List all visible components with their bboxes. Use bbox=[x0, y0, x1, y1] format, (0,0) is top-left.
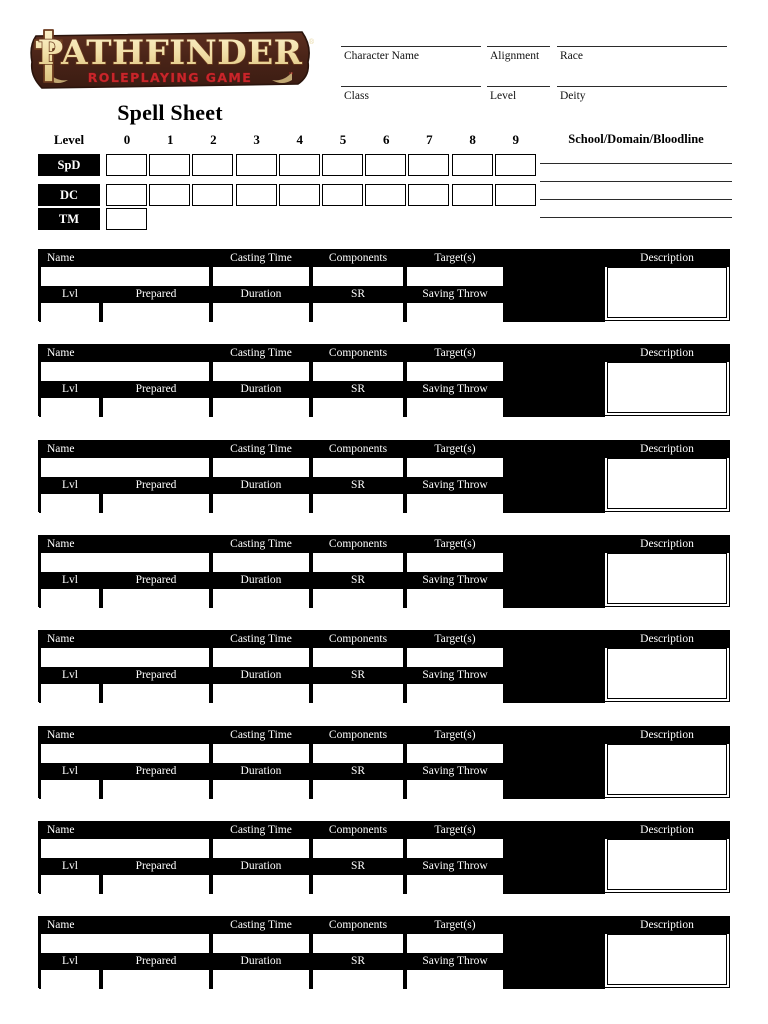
spell-grid-row-label-spd: SpD bbox=[38, 154, 100, 176]
spell-header-duration: Duration bbox=[240, 859, 282, 872]
spell-row1-input-0[interactable] bbox=[41, 553, 209, 572]
spell-description-input[interactable] bbox=[607, 553, 727, 604]
spell-row2-input-4[interactable] bbox=[407, 303, 503, 322]
spell-row2-input-2[interactable] bbox=[213, 780, 309, 799]
pathfinder-logo-art bbox=[20, 22, 320, 96]
spell-row1-input-0[interactable] bbox=[41, 839, 209, 858]
spell-row1-input-3[interactable] bbox=[407, 267, 503, 286]
spell-header-sr: SR bbox=[350, 669, 366, 682]
spell-grid-cell-spd-1[interactable] bbox=[149, 154, 190, 176]
spell-header-components: Components bbox=[328, 347, 388, 360]
spell-header-duration: Duration bbox=[240, 955, 282, 968]
spell-block-input-row bbox=[39, 875, 605, 894]
spell-header-saving-throw: Saving Throw bbox=[422, 955, 488, 968]
spell-header-saving-throw: Saving Throw bbox=[422, 288, 488, 300]
spell-block-header-row bbox=[39, 345, 605, 362]
spell-block-header-row bbox=[39, 727, 605, 744]
spell-block-header-row bbox=[39, 441, 605, 458]
spell-grid-column-header-3: 3 bbox=[253, 132, 260, 147]
spell-header-sr: SR bbox=[350, 573, 366, 586]
spell-row1-input-0[interactable] bbox=[41, 648, 209, 667]
spell-block-header-row bbox=[39, 858, 605, 875]
spell-block-fields bbox=[39, 822, 605, 892]
spell-block-fields bbox=[39, 917, 605, 987]
spell-block-fields bbox=[39, 250, 605, 320]
spell-grid-cell-tm-0[interactable] bbox=[106, 208, 147, 230]
spell-header-prepared: Prepared bbox=[135, 383, 177, 396]
spell-entry-block bbox=[38, 821, 730, 893]
logo-main-text: PATHFINDER bbox=[37, 33, 303, 73]
spell-header-prepared: Prepared bbox=[135, 669, 177, 682]
spell-header-sr: SR bbox=[350, 478, 366, 491]
spell-grid-cell-dc-3[interactable] bbox=[236, 184, 277, 206]
spell-header-components: Components bbox=[328, 823, 388, 836]
spell-row2-input-0[interactable] bbox=[41, 684, 99, 703]
spell-row1-input-0[interactable] bbox=[41, 934, 209, 953]
spell-row2-input-4[interactable] bbox=[407, 398, 503, 417]
spell-header-duration: Duration bbox=[240, 383, 282, 396]
spell-header-lvl: Lvl bbox=[62, 859, 78, 872]
spell-block-input-row bbox=[39, 267, 605, 286]
field-level[interactable] bbox=[487, 86, 550, 102]
spell-block-description bbox=[605, 536, 729, 606]
spell-row2-input-4[interactable] bbox=[407, 875, 503, 894]
school-domain-bloodline-section bbox=[540, 132, 732, 235]
spell-header-description: Description bbox=[605, 345, 729, 362]
spell-grid-column-header-0: 0 bbox=[123, 132, 131, 147]
spell-header-saving-throw: Saving Throw bbox=[422, 669, 488, 682]
logo-registered-mark: ® bbox=[308, 38, 315, 46]
spell-grid-column-header-1: 1 bbox=[166, 132, 174, 147]
spell-row1-input-3[interactable] bbox=[407, 362, 503, 381]
spell-header-casting-time: Casting Time bbox=[230, 728, 292, 741]
spell-grid-cell-dc-6[interactable] bbox=[365, 184, 406, 206]
spell-block-header-row bbox=[39, 667, 605, 684]
spell-row1-input-3[interactable] bbox=[407, 744, 503, 763]
spell-grid-column-header-8: 8 bbox=[469, 132, 476, 147]
spell-grid-cell-spd-8[interactable] bbox=[452, 154, 493, 176]
spell-row1-input-2[interactable] bbox=[313, 553, 403, 572]
spell-row2-input-4[interactable] bbox=[407, 684, 503, 703]
spell-header-name: Name bbox=[47, 728, 75, 741]
spell-row2-input-4[interactable] bbox=[407, 494, 503, 513]
spell-row2-input-1[interactable] bbox=[103, 303, 209, 322]
spell-block-input-row bbox=[39, 553, 605, 572]
spell-header-casting-time: Casting Time bbox=[230, 347, 292, 360]
spell-grid-cell-spd-5[interactable] bbox=[322, 154, 363, 176]
spell-row1-input-2[interactable] bbox=[313, 362, 403, 381]
spell-entry-block bbox=[38, 249, 730, 321]
field-character-name[interactable] bbox=[341, 46, 481, 62]
spell-block-description bbox=[605, 917, 729, 987]
spell-block-description bbox=[605, 822, 729, 892]
spell-row2-input-0[interactable] bbox=[41, 303, 99, 322]
spell-row1-input-3[interactable] bbox=[407, 648, 503, 667]
spell-row2-input-0[interactable] bbox=[41, 398, 99, 417]
spell-block-input-row bbox=[39, 744, 605, 763]
spell-block-header-row bbox=[39, 286, 605, 303]
spell-entry-block bbox=[38, 535, 730, 607]
spell-grid-level-label: Level bbox=[53, 132, 85, 147]
spell-row2-input-3[interactable] bbox=[313, 780, 403, 799]
spell-header-target-s: Target(s) bbox=[434, 633, 476, 646]
spell-row1-input-1[interactable] bbox=[213, 648, 309, 667]
spell-block-header-row bbox=[39, 536, 605, 553]
spell-grid-column-header-6: 6 bbox=[382, 132, 390, 147]
spell-block-header-row bbox=[39, 572, 605, 589]
spell-row1-input-3[interactable] bbox=[407, 934, 503, 953]
field-alignment[interactable] bbox=[487, 46, 550, 62]
spell-block-header-row bbox=[39, 953, 605, 970]
spell-row1-input-3[interactable] bbox=[407, 553, 503, 572]
spell-header-target-s: Target(s) bbox=[434, 919, 476, 932]
spell-header-casting-time: Casting Time bbox=[230, 919, 292, 932]
spell-header-description: Description bbox=[605, 441, 729, 458]
spell-grid-cell-dc-8[interactable] bbox=[452, 184, 493, 206]
logo-sub-text: ROLEPLAYING GAME bbox=[87, 70, 253, 85]
spell-block-input-row bbox=[39, 970, 605, 989]
spell-block-input-row bbox=[39, 648, 605, 667]
spell-row2-input-1[interactable] bbox=[103, 875, 209, 894]
spell-block-description bbox=[605, 250, 729, 320]
spell-row1-input-0[interactable] bbox=[41, 458, 209, 477]
field-label-level: Level bbox=[490, 90, 517, 102]
spell-block-input-row bbox=[39, 780, 605, 799]
spell-row1-input-1[interactable] bbox=[213, 744, 309, 763]
pathfinder-logo bbox=[20, 22, 320, 96]
spell-row2-input-2[interactable] bbox=[213, 875, 309, 894]
spell-header-sr: SR bbox=[350, 955, 366, 968]
spell-header-description: Description bbox=[605, 250, 729, 267]
spell-grid-cell-spd-9[interactable] bbox=[495, 154, 536, 176]
spell-header-casting-time: Casting Time bbox=[230, 442, 292, 455]
field-label-class: Class bbox=[344, 90, 369, 102]
spell-grid-cell-dc-0[interactable] bbox=[106, 184, 147, 206]
spell-row2-input-1[interactable] bbox=[103, 684, 209, 703]
spell-block-header-row bbox=[39, 763, 605, 780]
spell-row2-input-2[interactable] bbox=[213, 970, 309, 989]
spell-row2-input-3[interactable] bbox=[313, 398, 403, 417]
spell-header-sr: SR bbox=[350, 859, 366, 872]
spell-row2-input-2[interactable] bbox=[213, 398, 309, 417]
school-domain-title: School/Domain/Bloodline bbox=[568, 132, 704, 146]
spell-header-saving-throw: Saving Throw bbox=[422, 383, 488, 396]
spell-entry-block bbox=[38, 630, 730, 702]
school-line[interactable] bbox=[540, 199, 732, 217]
spell-header-duration: Duration bbox=[240, 764, 282, 777]
spell-grid-column-header-7: 7 bbox=[426, 132, 433, 147]
spell-entry-block bbox=[38, 916, 730, 988]
spell-row1-input-0[interactable] bbox=[41, 267, 209, 286]
spell-block-fields bbox=[39, 536, 605, 606]
spell-header-prepared: Prepared bbox=[135, 478, 177, 491]
spell-header-components: Components bbox=[328, 919, 388, 932]
spell-block-input-row bbox=[39, 303, 605, 322]
spell-header-lvl: Lvl bbox=[62, 288, 78, 300]
spell-grid-row-label-tm: TM bbox=[38, 208, 100, 230]
spell-row2-input-3[interactable] bbox=[313, 970, 403, 989]
spell-header-sr: SR bbox=[350, 288, 366, 300]
spell-description-input[interactable] bbox=[607, 934, 727, 985]
spell-block-input-row bbox=[39, 589, 605, 608]
spell-header-name: Name bbox=[47, 537, 75, 550]
field-label-character-name: Character Name bbox=[344, 50, 420, 62]
school-line[interactable] bbox=[540, 163, 732, 181]
spell-row2-input-0[interactable] bbox=[41, 780, 99, 799]
spell-row1-input-2[interactable] bbox=[313, 458, 403, 477]
spell-header-lvl: Lvl bbox=[62, 669, 78, 682]
spell-header-description: Description bbox=[605, 822, 729, 839]
spell-grid-cell-spd-6[interactable] bbox=[365, 154, 406, 176]
spell-description-input[interactable] bbox=[607, 267, 727, 318]
spell-header-casting-time: Casting Time bbox=[230, 537, 292, 550]
spell-row1-input-2[interactable] bbox=[313, 839, 403, 858]
spell-block-fields bbox=[39, 345, 605, 415]
spell-block-header-row bbox=[39, 917, 605, 934]
spell-grid-column-header-2: 2 bbox=[210, 132, 217, 147]
spell-block-fields bbox=[39, 631, 605, 701]
spell-header-lvl: Lvl bbox=[62, 478, 78, 491]
spell-row2-input-2[interactable] bbox=[213, 684, 309, 703]
spell-header-saving-throw: Saving Throw bbox=[422, 573, 488, 586]
spell-header-saving-throw: Saving Throw bbox=[422, 478, 488, 491]
spell-block-description bbox=[605, 727, 729, 797]
spell-grid-column-header-9: 9 bbox=[512, 132, 520, 147]
field-label-deity: Deity bbox=[560, 90, 586, 102]
spell-header-target-s: Target(s) bbox=[434, 537, 476, 550]
spell-grid-cell-spd-4[interactable] bbox=[279, 154, 320, 176]
spell-description-input[interactable] bbox=[607, 362, 727, 413]
spell-header-duration: Duration bbox=[240, 288, 282, 300]
spell-entry-block bbox=[38, 440, 730, 512]
spell-row1-input-1[interactable] bbox=[213, 839, 309, 858]
school-line[interactable] bbox=[540, 217, 732, 235]
spell-entry-block bbox=[38, 344, 730, 416]
spell-description-input[interactable] bbox=[607, 839, 727, 890]
spell-header-saving-throw: Saving Throw bbox=[422, 764, 488, 777]
spell-row1-input-0[interactable] bbox=[41, 362, 209, 381]
spell-header-name: Name bbox=[47, 442, 75, 455]
field-label-race: Race bbox=[560, 50, 583, 62]
spell-row2-input-3[interactable] bbox=[313, 303, 403, 322]
spell-row1-input-2[interactable] bbox=[313, 744, 403, 763]
spell-row2-input-3[interactable] bbox=[313, 589, 403, 608]
spell-block-input-row bbox=[39, 458, 605, 477]
spell-grid-cell-dc-7[interactable] bbox=[408, 184, 449, 206]
spell-block-input-row bbox=[39, 839, 605, 858]
spell-grid-cell-dc-1[interactable] bbox=[149, 184, 190, 206]
spell-block-header-row bbox=[39, 381, 605, 398]
spell-header-description: Description bbox=[605, 536, 729, 553]
spell-row2-input-4[interactable] bbox=[407, 780, 503, 799]
spell-row1-input-1[interactable] bbox=[213, 934, 309, 953]
spell-grid-cell-spd-3[interactable] bbox=[236, 154, 277, 176]
spell-row2-input-1[interactable] bbox=[103, 970, 209, 989]
spell-header-components: Components bbox=[328, 252, 388, 264]
spell-header-duration: Duration bbox=[240, 573, 282, 586]
spell-header-description: Description bbox=[605, 917, 729, 934]
spell-row1-input-2[interactable] bbox=[313, 267, 403, 286]
spell-row1-input-1[interactable] bbox=[213, 458, 309, 477]
spell-header-prepared: Prepared bbox=[135, 859, 177, 872]
spell-row2-input-3[interactable] bbox=[313, 875, 403, 894]
spell-header-lvl: Lvl bbox=[62, 573, 78, 586]
spell-grid-cell-dc-5[interactable] bbox=[322, 184, 363, 206]
spell-header-components: Components bbox=[328, 537, 388, 550]
spell-block-header-row bbox=[39, 631, 605, 648]
spell-row2-input-0[interactable] bbox=[41, 970, 99, 989]
spell-row1-input-1[interactable] bbox=[213, 553, 309, 572]
field-race[interactable] bbox=[557, 46, 727, 62]
spell-header-casting-time: Casting Time bbox=[230, 823, 292, 836]
spell-header-description: Description bbox=[605, 631, 729, 648]
spell-description-input[interactable] bbox=[607, 648, 727, 699]
spell-description-input[interactable] bbox=[607, 458, 727, 509]
spell-header-sr: SR bbox=[350, 764, 366, 777]
spell-grid-cell-spd-0[interactable] bbox=[106, 154, 147, 176]
spell-header-prepared: Prepared bbox=[135, 573, 177, 586]
spell-row2-input-0[interactable] bbox=[41, 875, 99, 894]
spell-row2-input-2[interactable] bbox=[213, 494, 309, 513]
spell-block-fields bbox=[39, 441, 605, 511]
spell-header-lvl: Lvl bbox=[62, 764, 78, 777]
spell-header-lvl: Lvl bbox=[62, 383, 78, 396]
spell-header-components: Components bbox=[328, 633, 388, 646]
school-line[interactable] bbox=[540, 181, 732, 199]
spell-header-prepared: Prepared bbox=[135, 764, 177, 777]
spell-row1-input-2[interactable] bbox=[313, 934, 403, 953]
spell-row2-input-0[interactable] bbox=[41, 589, 99, 608]
spell-header-name: Name bbox=[47, 823, 75, 836]
spell-block-input-row bbox=[39, 934, 605, 953]
spell-row1-input-3[interactable] bbox=[407, 839, 503, 858]
spell-header-target-s: Target(s) bbox=[434, 347, 476, 360]
spell-row1-input-2[interactable] bbox=[313, 648, 403, 667]
field-deity[interactable] bbox=[557, 86, 727, 102]
spell-row2-input-2[interactable] bbox=[213, 589, 309, 608]
spell-header-description: Description bbox=[605, 727, 729, 744]
spell-block-input-row bbox=[39, 494, 605, 513]
logo-trademark-mark: ™ bbox=[288, 72, 294, 79]
spell-row1-input-1[interactable] bbox=[213, 267, 309, 286]
spell-row2-input-3[interactable] bbox=[313, 494, 403, 513]
spell-entry-block bbox=[38, 726, 730, 798]
spell-header-target-s: Target(s) bbox=[434, 442, 476, 455]
spell-description-input[interactable] bbox=[607, 744, 727, 795]
spell-row2-input-2[interactable] bbox=[213, 303, 309, 322]
spell-block-input-row bbox=[39, 362, 605, 381]
spell-header-saving-throw: Saving Throw bbox=[422, 859, 488, 872]
spell-header-components: Components bbox=[328, 728, 388, 741]
spell-row2-input-4[interactable] bbox=[407, 589, 503, 608]
spell-header-casting-time: Casting Time bbox=[230, 633, 292, 646]
spell-grid-cell-dc-2[interactable] bbox=[192, 184, 233, 206]
spell-header-prepared: Prepared bbox=[135, 955, 177, 968]
spell-header-prepared: Prepared bbox=[135, 288, 177, 300]
spell-row2-input-1[interactable] bbox=[103, 589, 209, 608]
spell-header-name: Name bbox=[47, 252, 75, 264]
spell-block-fields bbox=[39, 727, 605, 797]
spell-row2-input-1[interactable] bbox=[103, 494, 209, 513]
page-title: Spell Sheet bbox=[117, 100, 223, 125]
spell-grid-row-label-dc: DC bbox=[38, 184, 100, 206]
field-label-alignment: Alignment bbox=[490, 50, 540, 62]
spell-row2-input-1[interactable] bbox=[103, 398, 209, 417]
spell-grid-cell-dc-4[interactable] bbox=[279, 184, 320, 206]
spell-header-duration: Duration bbox=[240, 669, 282, 682]
spell-row1-input-3[interactable] bbox=[407, 458, 503, 477]
spell-header-lvl: Lvl bbox=[62, 955, 78, 968]
spell-header-duration: Duration bbox=[240, 478, 282, 491]
spell-header-name: Name bbox=[47, 919, 75, 932]
field-class[interactable] bbox=[341, 86, 481, 102]
spell-grid-cell-spd-2[interactable] bbox=[192, 154, 233, 176]
spell-grid-column-header-4: 4 bbox=[296, 132, 304, 147]
spell-header-casting-time: Casting Time bbox=[230, 252, 292, 264]
spell-block-description bbox=[605, 345, 729, 415]
spell-grid-cell-spd-7[interactable] bbox=[408, 154, 449, 176]
spell-header-target-s: Target(s) bbox=[434, 823, 476, 836]
spell-row2-input-1[interactable] bbox=[103, 780, 209, 799]
spell-row2-input-4[interactable] bbox=[407, 970, 503, 989]
spell-header-name: Name bbox=[47, 633, 75, 646]
spell-block-header-row bbox=[39, 477, 605, 494]
spell-block-input-row bbox=[39, 684, 605, 703]
spell-row2-input-3[interactable] bbox=[313, 684, 403, 703]
spell-block-header-row bbox=[39, 250, 605, 267]
spell-block-input-row bbox=[39, 398, 605, 417]
spell-grid-column-header-5: 5 bbox=[339, 132, 347, 147]
spell-grid-cell-dc-9[interactable] bbox=[495, 184, 536, 206]
spell-block-description bbox=[605, 441, 729, 511]
spell-block-header-row bbox=[39, 822, 605, 839]
spell-header-components: Components bbox=[328, 442, 388, 455]
spell-header-target-s: Target(s) bbox=[434, 252, 476, 264]
spell-level-grid bbox=[38, 132, 530, 236]
spell-block-description bbox=[605, 631, 729, 701]
spell-row1-input-1[interactable] bbox=[213, 362, 309, 381]
spell-header-name: Name bbox=[47, 347, 75, 360]
spell-header-sr: SR bbox=[350, 383, 366, 396]
spell-row2-input-0[interactable] bbox=[41, 494, 99, 513]
spell-header-target-s: Target(s) bbox=[434, 728, 476, 741]
spell-row1-input-0[interactable] bbox=[41, 744, 209, 763]
